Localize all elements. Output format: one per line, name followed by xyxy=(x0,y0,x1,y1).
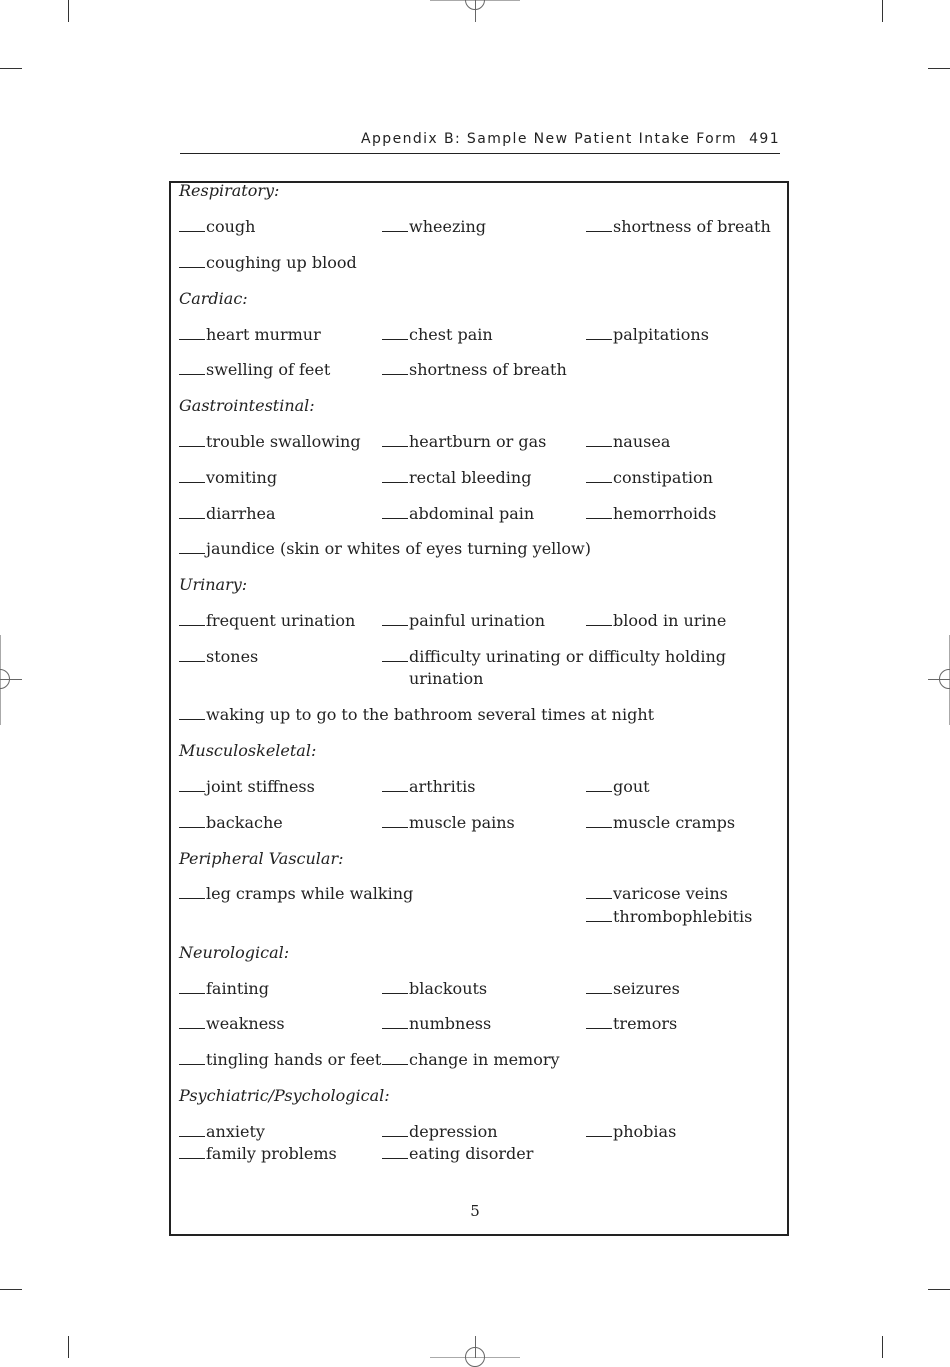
checkbox-blank[interactable] xyxy=(382,1013,408,1029)
checkbox-blank[interactable] xyxy=(382,216,408,232)
checkbox-blank[interactable] xyxy=(179,538,205,554)
symptom-item[interactable]: heart murmur xyxy=(179,324,321,346)
symptom-item[interactable]: gout xyxy=(586,776,650,798)
symptom-item[interactable]: jaundice (skin or whites of eyes turning yellow) xyxy=(179,538,591,560)
crop-mark xyxy=(68,1336,69,1358)
category-psychiatric: Psychiatric/Psychological: xyxy=(179,1086,390,1105)
checkbox-blank[interactable] xyxy=(382,1121,408,1137)
symptom-item[interactable]: rectal bleeding xyxy=(382,467,531,489)
category-gastrointestinal: Gastrointestinal: xyxy=(179,396,315,415)
checkbox-blank[interactable] xyxy=(179,883,205,899)
header-page-number: 491 xyxy=(749,131,780,147)
checkbox-blank[interactable] xyxy=(179,324,205,340)
symptom-item[interactable]: diarrhea xyxy=(179,503,276,525)
symptom-item[interactable]: muscle cramps xyxy=(586,812,735,834)
symptom-item[interactable]: vomiting xyxy=(179,467,277,489)
checkbox-blank[interactable] xyxy=(382,467,408,483)
category-cardiac: Cardiac: xyxy=(179,289,248,308)
category-respiratory: Respiratory: xyxy=(179,181,280,200)
checkbox-blank[interactable] xyxy=(382,812,408,828)
checkbox-blank[interactable] xyxy=(382,1049,408,1065)
symptom-item[interactable]: blood in urine xyxy=(586,610,726,632)
checkbox-blank[interactable] xyxy=(586,324,612,340)
symptom-item[interactable]: cough xyxy=(179,216,255,238)
checkbox-blank[interactable] xyxy=(586,216,612,232)
header-title: Appendix B: Sample New Patient Intake Form xyxy=(361,131,738,147)
symptom-item[interactable]: depression xyxy=(382,1121,498,1143)
checkbox-blank[interactable] xyxy=(382,503,408,519)
symptom-item[interactable]: swelling of feet xyxy=(179,359,330,381)
form-page-number: 5 xyxy=(470,1202,480,1220)
symptom-item[interactable]: waking up to go to the bathroom several times at night xyxy=(179,704,654,726)
checkbox-blank[interactable] xyxy=(586,610,612,626)
checkbox-blank[interactable] xyxy=(382,1143,408,1159)
checkbox-blank[interactable] xyxy=(179,252,205,268)
symptom-item[interactable]: painful urination xyxy=(382,610,545,632)
symptom-item[interactable]: backache xyxy=(179,812,283,834)
crop-mark xyxy=(882,1336,883,1358)
symptom-item[interactable]: hemorrhoids xyxy=(586,503,716,525)
checkbox-blank[interactable] xyxy=(179,776,205,792)
checkbox-blank[interactable] xyxy=(179,216,205,232)
symptom-item[interactable]: eating disorder xyxy=(382,1143,533,1165)
symptom-item[interactable]: weakness xyxy=(179,1013,285,1035)
symptom-item[interactable]: family problems xyxy=(179,1143,337,1165)
crop-mark xyxy=(928,68,950,69)
symptom-item[interactable]: muscle pains xyxy=(382,812,515,834)
checkbox-blank[interactable] xyxy=(179,1121,205,1137)
checkbox-blank[interactable] xyxy=(179,704,205,720)
symptom-item[interactable]: phobias xyxy=(586,1121,676,1143)
checkbox-blank[interactable] xyxy=(179,431,205,447)
symptom-item[interactable]: varicose veins xyxy=(586,883,728,905)
checkbox-blank[interactable] xyxy=(586,883,612,899)
symptom-item[interactable]: blackouts xyxy=(382,978,487,1000)
checkbox-blank[interactable] xyxy=(586,431,612,447)
checkbox-blank[interactable] xyxy=(179,1013,205,1029)
symptom-item[interactable]: shortness of breath xyxy=(382,359,567,381)
symptom-item[interactable]: tremors xyxy=(586,1013,677,1035)
symptom-item[interactable]: shortness of breath xyxy=(586,216,771,238)
crop-mark xyxy=(0,68,22,69)
symptom-item[interactable]: fainting xyxy=(179,978,269,1000)
category-urinary: Urinary: xyxy=(179,575,248,594)
crop-mark xyxy=(68,0,69,22)
registration-tick xyxy=(475,0,476,22)
symptom-item[interactable]: constipation xyxy=(586,467,713,489)
symptom-item[interactable]: coughing up blood xyxy=(179,252,357,274)
symptom-item[interactable]: leg cramps while walking xyxy=(179,883,413,905)
symptom-item[interactable]: change in memory xyxy=(382,1049,560,1071)
symptom-item[interactable]: frequent urination xyxy=(179,610,355,632)
symptom-item[interactable]: thrombophlebitis xyxy=(586,906,752,928)
checkbox-blank[interactable] xyxy=(586,1013,612,1029)
checkbox-blank[interactable] xyxy=(586,812,612,828)
checkbox-blank[interactable] xyxy=(586,1121,612,1137)
category-peripheral-vascular: Peripheral Vascular: xyxy=(179,849,344,868)
checkbox-blank[interactable] xyxy=(382,646,408,662)
symptom-item[interactable]: palpitations xyxy=(586,324,709,346)
checkbox-blank[interactable] xyxy=(179,467,205,483)
symptom-item[interactable]: numbness xyxy=(382,1013,491,1035)
registration-tick xyxy=(475,1336,476,1358)
running-header xyxy=(180,131,780,154)
symptom-item[interactable]: tingling hands or feet xyxy=(179,1049,381,1071)
checkbox-blank[interactable] xyxy=(586,906,612,922)
crop-mark xyxy=(882,0,883,22)
checkbox-blank[interactable] xyxy=(179,503,205,519)
symptom-item[interactable]: nausea xyxy=(586,431,670,453)
checkbox-blank[interactable] xyxy=(586,978,612,994)
symptom-item[interactable]: abdominal pain xyxy=(382,503,534,525)
registration-tick xyxy=(928,679,950,680)
checkbox-blank[interactable] xyxy=(586,503,612,519)
checkbox-blank[interactable] xyxy=(382,431,408,447)
checkbox-blank[interactable] xyxy=(179,1143,205,1159)
checkbox-blank[interactable] xyxy=(179,610,205,626)
symptom-item[interactable]: heartburn or gas xyxy=(382,431,546,453)
category-musculoskeletal: Musculoskeletal: xyxy=(179,741,317,760)
checkbox-blank[interactable] xyxy=(586,776,612,792)
registration-tick xyxy=(0,679,22,680)
checkbox-blank[interactable] xyxy=(179,812,205,828)
symptom-item[interactable]: joint stiffness xyxy=(179,776,315,798)
checkbox-blank[interactable] xyxy=(179,978,205,994)
symptom-item[interactable]: chest pain xyxy=(382,324,493,346)
checkbox-blank[interactable] xyxy=(586,467,612,483)
checkbox-blank[interactable] xyxy=(179,646,205,662)
symptom-item[interactable]: seizures xyxy=(586,978,680,1000)
checkbox-blank[interactable] xyxy=(382,776,408,792)
checkbox-blank[interactable] xyxy=(179,1049,205,1065)
symptom-item[interactable]: trouble swallowing xyxy=(179,431,361,453)
category-neurological: Neurological: xyxy=(179,943,290,962)
symptom-item[interactable]: stones xyxy=(179,646,258,668)
crop-mark xyxy=(0,1289,22,1290)
checkbox-blank[interactable] xyxy=(382,978,408,994)
checkbox-blank[interactable] xyxy=(382,359,408,375)
symptom-item[interactable]: arthritis xyxy=(382,776,475,798)
symptom-item[interactable]: wheezing xyxy=(382,216,486,238)
symptom-item[interactable]: anxiety xyxy=(179,1121,265,1143)
checkbox-blank[interactable] xyxy=(382,324,408,340)
checkbox-blank[interactable] xyxy=(382,610,408,626)
crop-mark xyxy=(928,1289,950,1290)
checkbox-blank[interactable] xyxy=(179,359,205,375)
symptom-item[interactable]: difficulty urinating or difficulty holding urination xyxy=(382,646,742,690)
